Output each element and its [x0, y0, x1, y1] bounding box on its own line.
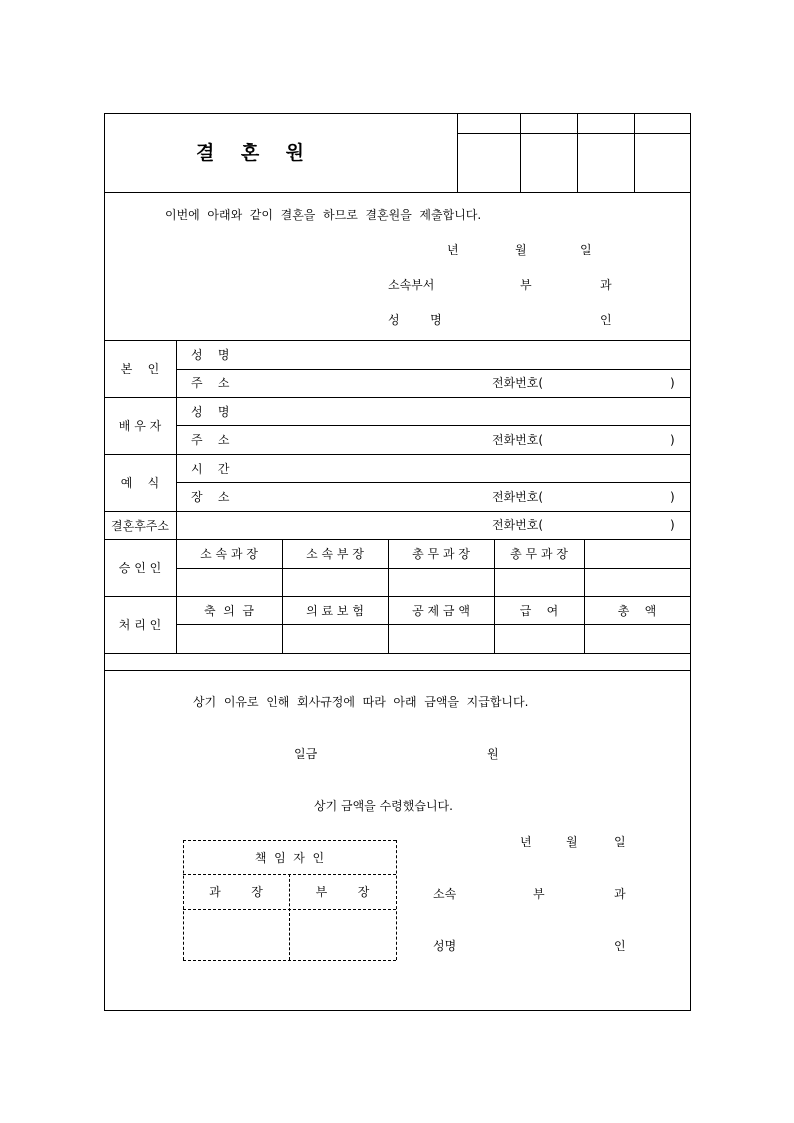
spouse-phone-field: 전화번호(: [492, 433, 544, 447]
receipt-date-year: 년: [520, 835, 532, 849]
receipt-affiliation-bu: 부: [533, 887, 545, 901]
page-title: 결 혼 원: [196, 142, 304, 164]
section-label-spouse: 배 우 자: [118, 419, 162, 433]
receipt-affiliation-gwa: 과: [614, 887, 626, 901]
section-label-ceremony: 예 식: [120, 476, 160, 490]
ceremony-phone-close: ): [670, 490, 675, 504]
processing-header: 공 제 금 액: [412, 603, 470, 618]
section-label-after-address: 결혼후주소: [111, 518, 169, 533]
ceremony-phone-field: 전화번호(: [492, 490, 544, 504]
self-phone-close: ): [670, 376, 675, 390]
department-bu-label: 부: [520, 278, 532, 292]
approval-box-divider: [520, 113, 521, 192]
table-line: [104, 340, 691, 341]
applicant-name-label: 성 명: [388, 313, 442, 327]
approval-box-divider: [457, 113, 458, 192]
approver-header: 소 속 부 장: [306, 547, 364, 561]
after-address-phone-close: ): [670, 518, 675, 532]
department-gwa-label: 과: [600, 278, 612, 292]
responsible-col-bujang: 부 장: [315, 885, 370, 899]
responsible-col-gwajang: 과 장: [209, 885, 263, 899]
frame-right: [690, 113, 691, 1011]
ceremony-place-field: 장 소: [191, 490, 230, 504]
table-line: [104, 397, 691, 398]
self-address-field: 주 소: [191, 376, 230, 390]
section-label-self: 본 인: [120, 362, 160, 376]
receipt-date-day: 일: [614, 835, 626, 849]
title-bottom-line: [104, 192, 691, 193]
after-address-phone-field: 전화번호(: [492, 518, 544, 532]
processing-header: 총 액: [617, 603, 657, 618]
processing-header: 급 여: [519, 603, 559, 618]
department-label: 소속부서: [388, 278, 435, 292]
table-line: [176, 624, 691, 625]
frame-top: [104, 113, 691, 114]
receipt-name-label: 성명: [433, 939, 457, 953]
table-line: [176, 369, 691, 370]
self-name-field: 성 명: [191, 348, 230, 362]
spouse-phone-close: ): [670, 433, 675, 447]
responsible-box-line: [396, 840, 397, 960]
self-phone-field: 전화번호(: [492, 376, 544, 390]
table-line: [176, 568, 691, 569]
table-line: [176, 425, 691, 426]
amount-label: 일금: [294, 747, 318, 761]
processing-header: 의 료 보 험: [306, 603, 364, 618]
date-day-label: 일: [580, 243, 592, 257]
table-line: [104, 670, 691, 671]
section-label-processor: 처 리 인: [118, 618, 162, 632]
table-line: [176, 482, 691, 483]
date-month-label: 월: [515, 243, 527, 257]
payment-statement: 상기 이유로 인해 회사규정에 따라 아래 금액을 지급합니다.: [193, 695, 529, 709]
section-label-approver: 승 인 인: [118, 561, 162, 575]
table-line: [104, 454, 691, 455]
spouse-address-field: 주 소: [191, 433, 230, 447]
applicant-seal-label: 인: [600, 313, 612, 327]
responsible-title: 책 임 자 인: [254, 850, 325, 865]
approver-header: 총 무 과 장: [412, 547, 470, 561]
ceremony-time-field: 시 간: [191, 462, 230, 476]
processing-header: 축 의 금: [203, 603, 255, 618]
receipt-date-month: 월: [566, 835, 578, 849]
intro-statement: 이번에 아래와 같이 결혼을 하므로 결혼원을 제출합니다.: [165, 208, 482, 222]
table-line: [104, 653, 691, 654]
receipt-seal-label: 인: [614, 939, 626, 953]
date-year-label: 년: [447, 243, 459, 257]
approval-box-divider: [577, 113, 578, 192]
approver-header: 소 속 과 장: [200, 547, 258, 561]
table-line: [104, 511, 691, 512]
approval-box-divider: [634, 113, 635, 192]
approver-header: 총 무 과 장: [510, 547, 568, 561]
amount-unit: 원: [487, 747, 499, 761]
approval-box-header-line: [457, 133, 690, 134]
spouse-name-field: 성 명: [191, 405, 230, 419]
responsible-box-line: [183, 960, 396, 961]
receipt-statement: 상기 금액을 수령했습니다.: [314, 799, 453, 813]
receipt-affiliation-label: 소속: [433, 887, 457, 901]
frame-bottom: [104, 1010, 691, 1011]
